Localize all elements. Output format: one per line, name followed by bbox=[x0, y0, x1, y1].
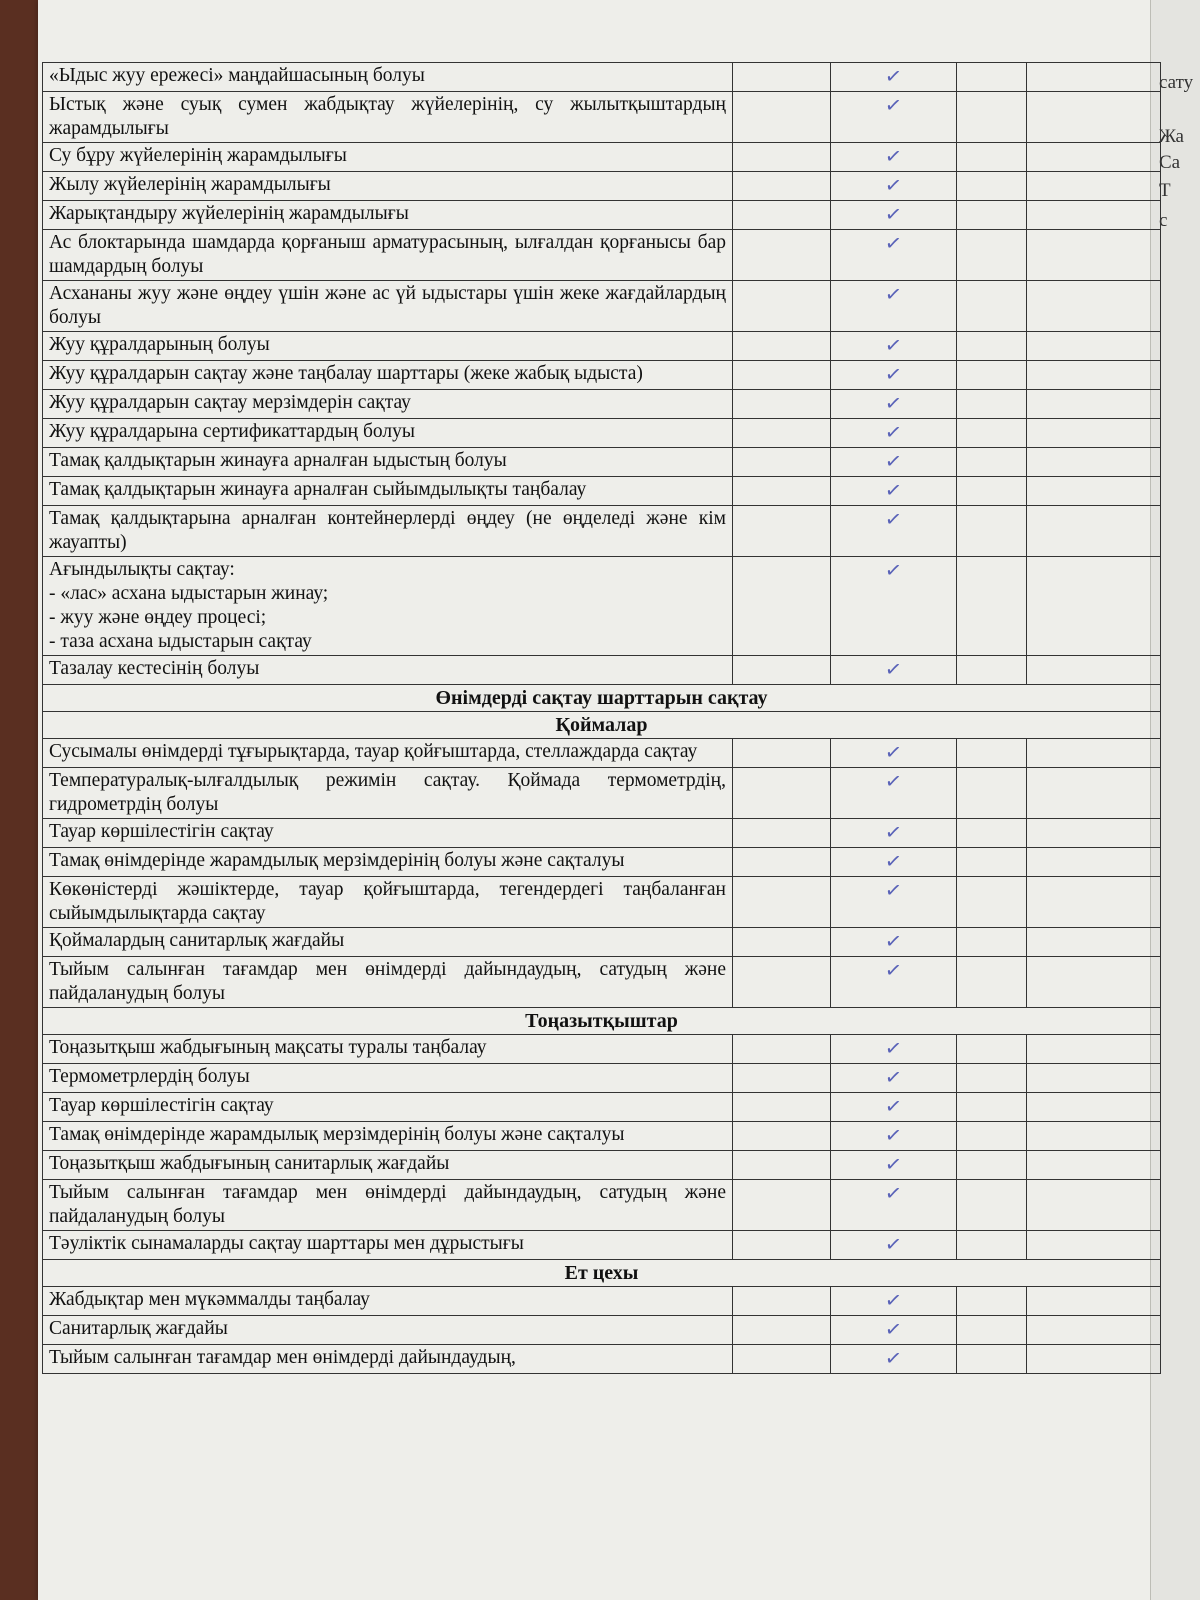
checkmark-icon: ✓ bbox=[883, 1121, 904, 1149]
checkmark-icon: ✓ bbox=[883, 738, 904, 766]
blank-cell bbox=[957, 1180, 1027, 1231]
blank-cell bbox=[733, 557, 831, 656]
requirement-text: Қоймалардың санитарлық жағдайы bbox=[43, 928, 733, 957]
check-cell bbox=[831, 1122, 957, 1151]
margin-fragment: Жа bbox=[1159, 126, 1184, 147]
blank-cell bbox=[1027, 848, 1161, 877]
blank-cell bbox=[957, 419, 1027, 448]
checkmark-icon: ✓ bbox=[883, 767, 904, 795]
blank-cell bbox=[733, 957, 831, 1008]
blank-cell bbox=[733, 1180, 831, 1231]
requirement-text: Сусымалы өнімдерді тұғырықтарда, тауар қойғыштарда, стеллаждарда сақтау bbox=[43, 739, 733, 768]
blank-cell bbox=[1027, 332, 1161, 361]
requirement-text: Тәуліктік сынамаларды сақтау шарттары мен дұрыстығы bbox=[43, 1231, 733, 1260]
blank-cell bbox=[1027, 390, 1161, 419]
checklist-row bbox=[43, 506, 1161, 557]
requirement-text: Ыстық және суық сумен жабдықтау жүйелерінің, су жылытқыштардың жарамдылығы bbox=[43, 92, 733, 143]
requirement-text: Тамақ өнімдерінде жарамдылық мерзімдерінің болуы және сақталуы bbox=[43, 1122, 733, 1151]
blank-cell bbox=[1027, 656, 1161, 685]
checklist-row bbox=[43, 143, 1161, 172]
checkmark-icon: ✓ bbox=[883, 1063, 904, 1091]
checkmark-icon: ✓ bbox=[883, 1092, 904, 1120]
check-cell bbox=[831, 1093, 957, 1122]
blank-cell bbox=[957, 230, 1027, 281]
checklist-row bbox=[43, 1151, 1161, 1180]
checklist-row bbox=[43, 1287, 1161, 1316]
checklist-row bbox=[43, 1093, 1161, 1122]
check-cell bbox=[831, 1180, 957, 1231]
blank-cell bbox=[1027, 928, 1161, 957]
blank-cell bbox=[733, 1122, 831, 1151]
checkmark-icon: ✓ bbox=[883, 91, 904, 119]
checklist-row bbox=[43, 1180, 1161, 1231]
checklist-row bbox=[43, 768, 1161, 819]
checklist-row bbox=[43, 332, 1161, 361]
blank-cell bbox=[957, 928, 1027, 957]
checkmark-icon: ✓ bbox=[883, 1315, 904, 1343]
check-cell bbox=[831, 1231, 957, 1260]
blank-cell bbox=[733, 172, 831, 201]
blank-cell bbox=[733, 1093, 831, 1122]
checklist-row bbox=[43, 390, 1161, 419]
blank-cell bbox=[957, 768, 1027, 819]
check-cell bbox=[831, 361, 957, 390]
checkmark-icon: ✓ bbox=[883, 200, 904, 228]
checklist-row bbox=[43, 928, 1161, 957]
check-cell bbox=[831, 1064, 957, 1093]
checklist-row bbox=[43, 361, 1161, 390]
check-cell bbox=[831, 230, 957, 281]
inspection-checklist-table bbox=[42, 62, 1161, 1374]
blank-cell bbox=[733, 1287, 831, 1316]
blank-cell bbox=[957, 201, 1027, 230]
blank-cell bbox=[1027, 877, 1161, 928]
checklist-row bbox=[43, 848, 1161, 877]
check-cell bbox=[831, 1345, 957, 1374]
check-cell bbox=[831, 1316, 957, 1345]
blank-cell bbox=[1027, 1231, 1161, 1260]
blank-cell bbox=[1027, 448, 1161, 477]
checklist-row bbox=[43, 419, 1161, 448]
blank-cell bbox=[733, 739, 831, 768]
checkmark-icon: ✓ bbox=[883, 389, 904, 417]
checklist-row bbox=[43, 1345, 1161, 1374]
checkmark-icon: ✓ bbox=[883, 1286, 904, 1314]
requirement-text: Жылу жүйелерінің жарамдылығы bbox=[43, 172, 733, 201]
checklist-row bbox=[43, 739, 1161, 768]
checklist-row bbox=[43, 1122, 1161, 1151]
blank-cell bbox=[733, 143, 831, 172]
blank-cell bbox=[733, 928, 831, 957]
checkmark-icon: ✓ bbox=[883, 418, 904, 446]
checkmark-icon: ✓ bbox=[883, 1150, 904, 1178]
checklist-row bbox=[43, 557, 1161, 656]
checkmark-icon: ✓ bbox=[883, 505, 904, 533]
requirement-text: Көкөністерді жәшіктерде, тауар қойғыштарда, тегендердегі таңбаланған сыйымдылықтарда сақтау bbox=[43, 877, 733, 928]
margin-fragment: Т bbox=[1159, 180, 1171, 201]
requirement-text: Асхананы жуу және өңдеу үшін және ас үй ыдыстары үшін жеке жағдайлардың болуы bbox=[43, 281, 733, 332]
checklist-row bbox=[43, 201, 1161, 230]
blank-cell bbox=[733, 848, 831, 877]
check-cell bbox=[831, 1151, 957, 1180]
blank-cell bbox=[957, 390, 1027, 419]
blank-cell bbox=[1027, 768, 1161, 819]
check-cell bbox=[831, 506, 957, 557]
requirement-text: Тамақ қалдықтарына арналған контейнерлерді өңдеу (не өңделеді және кім жауапты) bbox=[43, 506, 733, 557]
blank-cell bbox=[1027, 819, 1161, 848]
blank-cell bbox=[733, 768, 831, 819]
blank-cell bbox=[957, 1231, 1027, 1260]
blank-cell bbox=[957, 848, 1027, 877]
blank-cell bbox=[957, 1064, 1027, 1093]
check-cell bbox=[831, 557, 957, 656]
margin-fragment: с bbox=[1159, 210, 1168, 231]
check-cell bbox=[831, 172, 957, 201]
blank-cell bbox=[733, 92, 831, 143]
checkmark-icon: ✓ bbox=[883, 655, 904, 683]
checkmark-icon: ✓ bbox=[883, 447, 904, 475]
check-cell bbox=[831, 768, 957, 819]
blank-cell bbox=[733, 477, 831, 506]
blank-cell bbox=[1027, 172, 1161, 201]
requirement-text: Жарықтандыру жүйелерінің жарамдылығы bbox=[43, 201, 733, 230]
blank-cell bbox=[957, 1287, 1027, 1316]
requirement-text: Су бұру жүйелерінің жарамдылығы bbox=[43, 143, 733, 172]
requirement-text: Тыйым салынған тағамдар мен өнімдерді дайындаудың, bbox=[43, 1345, 733, 1374]
check-cell bbox=[831, 1035, 957, 1064]
blank-cell bbox=[957, 1345, 1027, 1374]
blank-cell bbox=[733, 332, 831, 361]
section-header-row bbox=[43, 712, 1161, 739]
section-title: Өнімдерді сақтау шарттарын сақтау bbox=[43, 685, 1161, 712]
blank-cell bbox=[733, 877, 831, 928]
check-cell bbox=[831, 448, 957, 477]
blank-cell bbox=[957, 361, 1027, 390]
blank-cell bbox=[1027, 557, 1161, 656]
requirement-text: Тоңазытқыш жабдығының мақсаты туралы таңбалау bbox=[43, 1035, 733, 1064]
blank-cell bbox=[957, 1151, 1027, 1180]
blank-cell bbox=[733, 1345, 831, 1374]
blank-cell bbox=[733, 656, 831, 685]
checkmark-icon: ✓ bbox=[883, 331, 904, 359]
blank-cell bbox=[1027, 281, 1161, 332]
requirement-text: Ағындылықты сақтау: - «лас» асхана ыдыстарын жинау; - жуу және өңдеу процесі; - таза асхана ыдыстарын сақтау bbox=[43, 557, 733, 656]
check-cell bbox=[831, 957, 957, 1008]
blank-cell bbox=[957, 557, 1027, 656]
requirement-text: Термометрлердің болуы bbox=[43, 1064, 733, 1093]
blank-cell bbox=[1027, 201, 1161, 230]
checkmark-icon: ✓ bbox=[883, 229, 904, 257]
blank-cell bbox=[957, 63, 1027, 92]
check-cell bbox=[831, 1287, 957, 1316]
blank-cell bbox=[1027, 1093, 1161, 1122]
requirement-text: Тамақ өнімдерінде жарамдылық мерзімдерінің болуы және сақталуы bbox=[43, 848, 733, 877]
blank-cell bbox=[1027, 1122, 1161, 1151]
blank-cell bbox=[733, 506, 831, 557]
blank-cell bbox=[733, 230, 831, 281]
blank-cell bbox=[733, 63, 831, 92]
checklist-row bbox=[43, 281, 1161, 332]
check-cell bbox=[831, 390, 957, 419]
blank-cell bbox=[1027, 1287, 1161, 1316]
blank-cell bbox=[1027, 1064, 1161, 1093]
blank-cell bbox=[733, 201, 831, 230]
requirement-text: Жуу құралдарын сақтау мерзімдерін сақтау bbox=[43, 390, 733, 419]
requirement-text: Жуу құралдарына сертификаттардың болуы bbox=[43, 419, 733, 448]
blank-cell bbox=[1027, 92, 1161, 143]
check-cell bbox=[831, 419, 957, 448]
requirement-text: Тауар көршілестігін сақтау bbox=[43, 819, 733, 848]
blank-cell bbox=[1027, 506, 1161, 557]
requirement-text: «Ыдыс жуу ережесі» маңдайшасының болуы bbox=[43, 63, 733, 92]
blank-cell bbox=[733, 819, 831, 848]
checkmark-icon: ✓ bbox=[883, 818, 904, 846]
blank-cell bbox=[733, 390, 831, 419]
requirement-text: Тамақ қалдықтарын жинауға арналған ыдыстың болуы bbox=[43, 448, 733, 477]
blank-cell bbox=[1027, 63, 1161, 92]
blank-cell bbox=[957, 1093, 1027, 1122]
checklist-row bbox=[43, 1035, 1161, 1064]
blank-cell bbox=[957, 332, 1027, 361]
blank-cell bbox=[1027, 1180, 1161, 1231]
blank-cell bbox=[957, 1035, 1027, 1064]
check-cell bbox=[831, 143, 957, 172]
checkmark-icon: ✓ bbox=[883, 847, 904, 875]
blank-cell bbox=[733, 361, 831, 390]
checklist-row bbox=[43, 172, 1161, 201]
blank-cell bbox=[1027, 419, 1161, 448]
check-cell bbox=[831, 477, 957, 506]
section-title: Тоңазытқыштар bbox=[43, 1008, 1161, 1035]
checkmark-icon: ✓ bbox=[883, 556, 904, 584]
check-cell bbox=[831, 201, 957, 230]
blank-cell bbox=[733, 1035, 831, 1064]
blank-cell bbox=[733, 1231, 831, 1260]
checklist-row bbox=[43, 1231, 1161, 1260]
check-cell bbox=[831, 92, 957, 143]
checkmark-icon: ✓ bbox=[883, 171, 904, 199]
checklist-row bbox=[43, 63, 1161, 92]
check-cell bbox=[831, 848, 957, 877]
checkmark-icon: ✓ bbox=[883, 360, 904, 388]
checkmark-icon: ✓ bbox=[883, 876, 904, 904]
checkmark-icon: ✓ bbox=[883, 1344, 904, 1372]
blank-cell bbox=[733, 419, 831, 448]
section-title: Қоймалар bbox=[43, 712, 1161, 739]
blank-cell bbox=[1027, 361, 1161, 390]
blank-cell bbox=[1027, 143, 1161, 172]
checkmark-icon: ✓ bbox=[883, 62, 904, 90]
check-cell bbox=[831, 928, 957, 957]
section-header-row bbox=[43, 1260, 1161, 1287]
blank-cell bbox=[1027, 477, 1161, 506]
requirement-text: Ас блоктарында шамдарда қорғаныш арматурасының, ылғалдан қорғанысы бар шамдардың болуы bbox=[43, 230, 733, 281]
margin-fragment: Са bbox=[1159, 152, 1181, 173]
check-cell bbox=[831, 877, 957, 928]
requirement-text: Тамақ қалдықтарын жинауға арналған сыйымдылықты таңбалау bbox=[43, 477, 733, 506]
requirement-text: Тыйым салынған тағамдар мен өнімдерді дайындаудың, сатудың және пайдаланудың болуы bbox=[43, 1180, 733, 1231]
blank-cell bbox=[1027, 1316, 1161, 1345]
blank-cell bbox=[957, 172, 1027, 201]
checklist-row bbox=[43, 477, 1161, 506]
blank-cell bbox=[957, 1316, 1027, 1345]
section-header-row bbox=[43, 685, 1161, 712]
checklist-row bbox=[43, 230, 1161, 281]
blank-cell bbox=[733, 1064, 831, 1093]
requirement-text: Тоңазытқыш жабдығының санитарлық жағдайы bbox=[43, 1151, 733, 1180]
checklist-row bbox=[43, 819, 1161, 848]
requirement-text: Жуу құралдарының болуы bbox=[43, 332, 733, 361]
blank-cell bbox=[733, 1316, 831, 1345]
blank-cell bbox=[957, 1122, 1027, 1151]
checkmark-icon: ✓ bbox=[883, 1230, 904, 1258]
blank-cell bbox=[1027, 957, 1161, 1008]
requirement-text: Жуу құралдарын сақтау және таңбалау шарттары (жеке жабық ыдыста) bbox=[43, 361, 733, 390]
checklist-row bbox=[43, 1316, 1161, 1345]
blank-cell bbox=[957, 957, 1027, 1008]
requirement-text: Тазалау кестесінің болуы bbox=[43, 656, 733, 685]
check-cell bbox=[831, 332, 957, 361]
requirement-text: Тыйым салынған тағамдар мен өнімдерді дайындаудың, сатудың және пайдаланудың болуы bbox=[43, 957, 733, 1008]
blank-cell bbox=[733, 281, 831, 332]
blank-cell bbox=[1027, 1345, 1161, 1374]
checkmark-icon: ✓ bbox=[883, 1034, 904, 1062]
blank-cell bbox=[957, 877, 1027, 928]
check-cell bbox=[831, 281, 957, 332]
blank-cell bbox=[957, 92, 1027, 143]
check-cell bbox=[831, 656, 957, 685]
checklist-row bbox=[43, 877, 1161, 928]
section-header-row bbox=[43, 1008, 1161, 1035]
blank-cell bbox=[957, 143, 1027, 172]
section-title: Ет цехы bbox=[43, 1260, 1161, 1287]
checklist-body bbox=[43, 63, 1161, 1374]
blank-cell bbox=[957, 448, 1027, 477]
blank-cell bbox=[957, 656, 1027, 685]
checklist-row bbox=[43, 957, 1161, 1008]
checklist-row bbox=[43, 656, 1161, 685]
requirement-text: Тауар көршілестігін сақтау bbox=[43, 1093, 733, 1122]
check-cell bbox=[831, 819, 957, 848]
blank-cell bbox=[1027, 230, 1161, 281]
checkmark-icon: ✓ bbox=[883, 476, 904, 504]
blank-cell bbox=[1027, 1151, 1161, 1180]
checklist-row bbox=[43, 92, 1161, 143]
checkmark-icon: ✓ bbox=[883, 280, 904, 308]
checklist-row bbox=[43, 1064, 1161, 1093]
checklist-row bbox=[43, 448, 1161, 477]
requirement-text: Санитарлық жағдайы bbox=[43, 1316, 733, 1345]
blank-cell bbox=[1027, 1035, 1161, 1064]
blank-cell bbox=[1027, 739, 1161, 768]
blank-cell bbox=[957, 739, 1027, 768]
blank-cell bbox=[957, 506, 1027, 557]
blank-cell bbox=[733, 448, 831, 477]
checkmark-icon: ✓ bbox=[883, 142, 904, 170]
blank-cell bbox=[957, 819, 1027, 848]
blank-cell bbox=[957, 477, 1027, 506]
check-cell bbox=[831, 63, 957, 92]
margin-fragment: сату bbox=[1159, 72, 1194, 93]
blank-cell bbox=[957, 281, 1027, 332]
checkmark-icon: ✓ bbox=[883, 1179, 904, 1207]
checkmark-icon: ✓ bbox=[883, 927, 904, 955]
requirement-text: Жабдықтар мен мүкәммалды таңбалау bbox=[43, 1287, 733, 1316]
requirement-text: Температуралық-ылғалдылық режимін сақтау. Қоймада термометрдің, гидрометрдің болуы bbox=[43, 768, 733, 819]
blank-cell bbox=[733, 1151, 831, 1180]
checkmark-icon: ✓ bbox=[883, 956, 904, 984]
check-cell bbox=[831, 739, 957, 768]
